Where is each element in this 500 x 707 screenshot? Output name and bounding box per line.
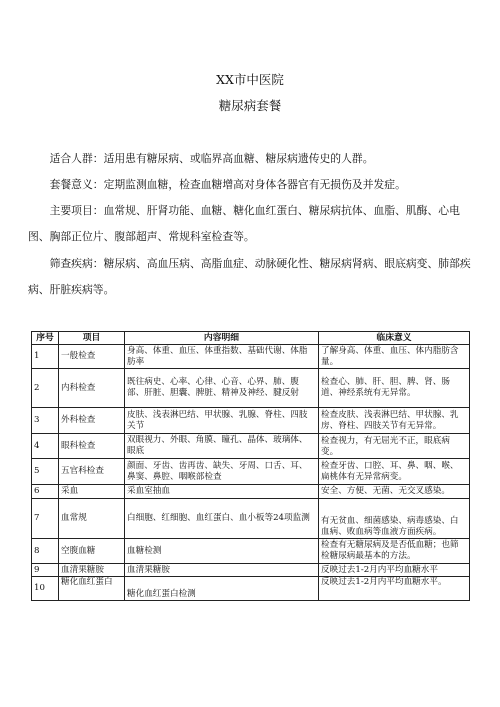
header-item: 项目 — [59, 332, 125, 345]
cell-meaning: 检查牙齿、口腔、耳、鼻、咽、喉、扁桃体有无异常病变。 — [319, 459, 470, 485]
purpose-paragraph: 套餐意义：定期监测血糖，检查血糖增高对身体各器官有无损伤及并发症。 — [49, 178, 406, 191]
table-row — [32, 408, 470, 434]
cell-meaning: 安全、方便、无菌、无交叉感染。 — [319, 485, 470, 499]
table-row — [32, 459, 470, 485]
cell-index: 6 — [32, 485, 59, 499]
header-detail: 内容明细 — [125, 332, 319, 345]
cell-detail: 颜面、牙齿、齿再齿、缺失、牙周、口舌、耳、鼻窦、鼻腔、咽喉部检查 — [125, 459, 319, 485]
cell-index: 7 — [32, 499, 59, 539]
cell-index: 9 — [32, 564, 59, 577]
cell-item: 采血 — [59, 485, 125, 499]
header-index: 序号 — [32, 332, 59, 345]
package-items-table — [31, 331, 470, 601]
cell-item: 眼科检查 — [59, 434, 125, 459]
table-row — [32, 564, 470, 577]
table-row — [32, 499, 470, 539]
cell-meaning: 反映过去1-2月内平均血糖水平 — [319, 564, 470, 577]
cell-index: 10 — [32, 577, 59, 601]
cell-index: 8 — [32, 539, 59, 564]
cell-index: 2 — [32, 369, 59, 408]
header-meaning: 临床意义 — [319, 332, 470, 345]
cell-detail: 双眼视力、外眼、角膜、瞳孔、晶体、玻璃体、眼底 — [125, 434, 319, 459]
package-title: 糖尿病套餐 — [218, 98, 282, 113]
table-row — [32, 539, 470, 564]
cell-detail: 采血室抽血 — [125, 485, 319, 499]
cell-item: 糖化血红蛋白 — [59, 577, 125, 601]
cell-meaning: 有无贫血、细菌感染、病毒感染、白血病、败血病等血液方面疾病。 — [319, 499, 470, 539]
cell-item: 五官科检查 — [59, 459, 125, 485]
cell-index: 3 — [32, 408, 59, 434]
cell-index: 1 — [32, 345, 59, 369]
cell-meaning: 检查视力，有无屈光不正，眼底病变。 — [319, 434, 470, 459]
cell-detail: 既往病史、心率、心律、心音、心界、肺、腹部、肝脏、胆囊、脾脏、精神及神经、腱反射 — [125, 369, 319, 408]
cell-detail: 糖化血红蛋白检测 — [125, 577, 319, 601]
cell-detail: 皮肤、浅表淋巴结、甲状腺、乳腺、脊柱、四肢关节 — [125, 408, 319, 434]
table-row — [32, 345, 470, 369]
main-items-paragraph: 主要项目：血常规、肝肾功能、血糖、糖化血红蛋白、糖尿病抗体、血脂、肌酶、心电图、胸部正位片、腹部超声、常规科室检查等。 — [28, 204, 460, 243]
table-row — [32, 485, 470, 499]
cell-meaning: 检查有无糖尿病及是否低血糖；也筛检糖尿病最基本的方法。 — [319, 539, 470, 564]
cell-index: 4 — [32, 434, 59, 459]
cell-meaning: 检查心、肺、肝、胆、脾、肾、肠道、神经系统有无异常。 — [319, 369, 470, 408]
cell-item: 外科检查 — [59, 408, 125, 434]
target-group-paragraph: 适合人群：适用患有糖尿病、或临界高血糖、糖尿病遗传史的人群。 — [49, 152, 374, 165]
cell-item: 空腹血糖 — [59, 539, 125, 564]
cell-meaning: 反映过去1-2月内平均血糖水平。 — [319, 577, 470, 601]
table-row — [32, 577, 470, 601]
hospital-name: XX市中医院 — [216, 72, 284, 87]
cell-item: 内科检查 — [59, 369, 125, 408]
table-header-row — [32, 332, 470, 345]
table-row — [32, 434, 470, 459]
cell-detail: 身高、体重、血压、体重指数、基础代谢、体脂肪率 — [125, 345, 319, 369]
cell-meaning: 检查皮肤、浅表淋巴结、甲状腺、乳房、脊柱、四肢关节有无异常。 — [319, 408, 470, 434]
cell-item: 一般检查 — [59, 345, 125, 369]
cell-item: 血清果糖胺 — [59, 564, 125, 577]
cell-item: 血常规 — [59, 499, 125, 539]
cell-detail: 血糖检测 — [125, 539, 319, 564]
cell-detail: 血清果糖胺 — [125, 564, 319, 577]
cell-index: 5 — [32, 459, 59, 485]
screened-diseases-paragraph: 筛查疾病：糖尿病、高血压病、高脂血症、动脉硬化性、糖尿病肾病、眼底病变、肺部疾病、肝脏疾病等。 — [28, 257, 471, 296]
cell-meaning: 了解身高、体重、血压、体内脂肪含量。 — [319, 345, 470, 369]
cell-detail: 白细胞、红细胞、血红蛋白、血小板等24项监测 — [125, 499, 319, 539]
table-row — [32, 369, 470, 408]
